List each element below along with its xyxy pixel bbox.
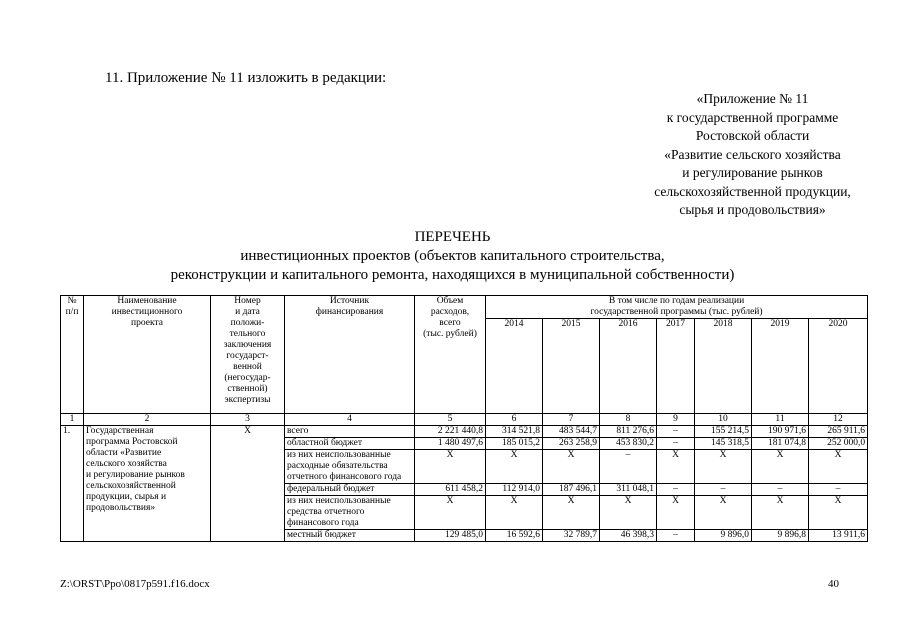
amount-cell: X (657, 450, 695, 484)
amount-cell: 2 221 440,8 (415, 426, 486, 438)
amount-cell: X (752, 496, 809, 530)
amount-cell: 190 971,6 (752, 426, 809, 438)
amount-cell: X (809, 496, 868, 530)
header-row (61, 296, 868, 319)
amount-cell: 9 896,0 (695, 530, 752, 542)
amount-cell: X (752, 450, 809, 484)
amount-cell: – (657, 484, 695, 496)
amount-cell: – (752, 484, 809, 496)
funding-source: местный бюджет (285, 530, 415, 542)
column-number: 1 (61, 414, 84, 426)
intro-text: 11. Приложение № 11 изложить в редакции: (105, 70, 387, 86)
appendix-line: «Развитие сельского хозяйства (664, 146, 841, 162)
amount-cell: 145 318,5 (695, 438, 752, 450)
project-number: 1. (61, 426, 84, 542)
amount-cell: 187 496,1 (543, 484, 600, 496)
funding-source: всего (285, 426, 415, 438)
column-number: 12 (809, 414, 868, 426)
header-year: 2019 (752, 319, 809, 414)
amount-cell: – (809, 484, 868, 496)
amount-cell: 185 015,2 (486, 438, 543, 450)
column-number: 2 (84, 414, 211, 426)
column-number-row (61, 414, 868, 426)
appendix-line: сельскохозяйственной продукции, (654, 183, 851, 199)
amount-cell: 263 258,9 (543, 438, 600, 450)
column-number: 10 (695, 414, 752, 426)
amount-cell: X (543, 450, 600, 484)
amount-cell: 181 074,8 (752, 438, 809, 450)
document-title (0, 228, 905, 285)
header-year: 2017 (657, 319, 695, 414)
header-year: 2015 (543, 319, 600, 414)
appendix-heading (600, 90, 905, 220)
amount-cell: 314 521,8 (486, 426, 543, 438)
appendix-line: к государственной программе (666, 109, 839, 125)
amount-cell: X (543, 496, 600, 530)
amount-cell: 611 458,2 (415, 484, 486, 496)
funding-source: федеральный бюджет (285, 484, 415, 496)
amount-cell: – (657, 426, 695, 438)
table-row (61, 426, 868, 438)
title-line: ПЕРЕЧЕНЬ (414, 229, 491, 245)
amount-cell: X (695, 450, 752, 484)
header-years-group: В том числе по годам реализации государственной программы (тыс. рублей) (486, 296, 868, 319)
amount-cell: 155 214,5 (695, 426, 752, 438)
amount-cell: – (600, 450, 657, 484)
amount-cell: X (657, 496, 695, 530)
header-source: Источник финансирования (285, 296, 415, 414)
title-line: инвестиционных проектов (объектов капитального строительства, (240, 248, 665, 264)
column-number: 5 (415, 414, 486, 426)
column-number: 6 (486, 414, 543, 426)
amount-cell: X (600, 496, 657, 530)
header-year: 2018 (695, 319, 752, 414)
header-expertise: Номер и дата положи- тельного заключения государст- венной (негосудар- ственной) экспертизы (211, 296, 285, 414)
appendix-line: Ростовской области (695, 128, 810, 143)
amount-cell: 483 544,7 (543, 426, 600, 438)
header-year: 2020 (809, 319, 868, 414)
footer-page-number: 40 (828, 578, 839, 590)
amount-cell: – (695, 484, 752, 496)
header-name: Наименование инвестиционного проекта (84, 296, 211, 414)
header-year: 2016 (600, 319, 657, 414)
amount-cell: 311 048,1 (600, 484, 657, 496)
column-number: 9 (657, 414, 695, 426)
amount-cell: X (486, 496, 543, 530)
amount-cell: 265 911,6 (809, 426, 868, 438)
header-volume: Объем расходов, всего (тыс. рублей) (415, 296, 486, 414)
amount-cell: 13 911,6 (809, 530, 868, 542)
amount-cell: 1 480 497,6 (415, 438, 486, 450)
footer-file-path: Z:\ORST\Ppo\0817p591.f16.docx (60, 578, 210, 590)
amount-cell: 252 000,0 (809, 438, 868, 450)
amount-cell: 112 914,0 (486, 484, 543, 496)
funding-source: из них неиспользованные средства отчетного финансового года (285, 496, 415, 530)
header-year: 2014 (486, 319, 543, 414)
column-number: 7 (543, 414, 600, 426)
funding-source: из них неиспользованные расходные обязательства отчетного финансового года (285, 450, 415, 484)
amount-cell: X (415, 496, 486, 530)
amount-cell: X (809, 450, 868, 484)
amount-cell: – (657, 438, 695, 450)
appendix-line: «Приложение № 11 (696, 91, 809, 106)
title-line: реконструкции и капитального ремонта, находящихся в муниципальной собственности) (170, 267, 735, 283)
projects-table (60, 295, 868, 542)
amount-cell: 16 592,6 (486, 530, 543, 542)
appendix-line: сырья и продовольствия» (679, 202, 826, 217)
amount-cell: 811 276,6 (600, 426, 657, 438)
amount-cell: 46 398,3 (600, 530, 657, 542)
amount-cell: 9 896,8 (752, 530, 809, 542)
column-number: 3 (211, 414, 285, 426)
column-number: 4 (285, 414, 415, 426)
funding-source: областной бюджет (285, 438, 415, 450)
amount-cell: 453 830,2 (600, 438, 657, 450)
amount-cell: 129 485,0 (415, 530, 486, 542)
column-number: 8 (600, 414, 657, 426)
column-number: 11 (752, 414, 809, 426)
amount-cell: X (695, 496, 752, 530)
project-name: Государственная программа Ростовской области «Развитие сельского хозяйства и регулирование рынков сельскохозяйственной продукции, сырья и продовольствия» (84, 426, 211, 542)
amount-cell: X (486, 450, 543, 484)
project-expertise: X (211, 426, 285, 542)
amount-cell: X (415, 450, 486, 484)
amount-cell: 32 789,7 (543, 530, 600, 542)
appendix-line: и регулирование рынков (682, 165, 823, 180)
amount-cell: – (657, 530, 695, 542)
header-num: № п/п (61, 296, 84, 414)
